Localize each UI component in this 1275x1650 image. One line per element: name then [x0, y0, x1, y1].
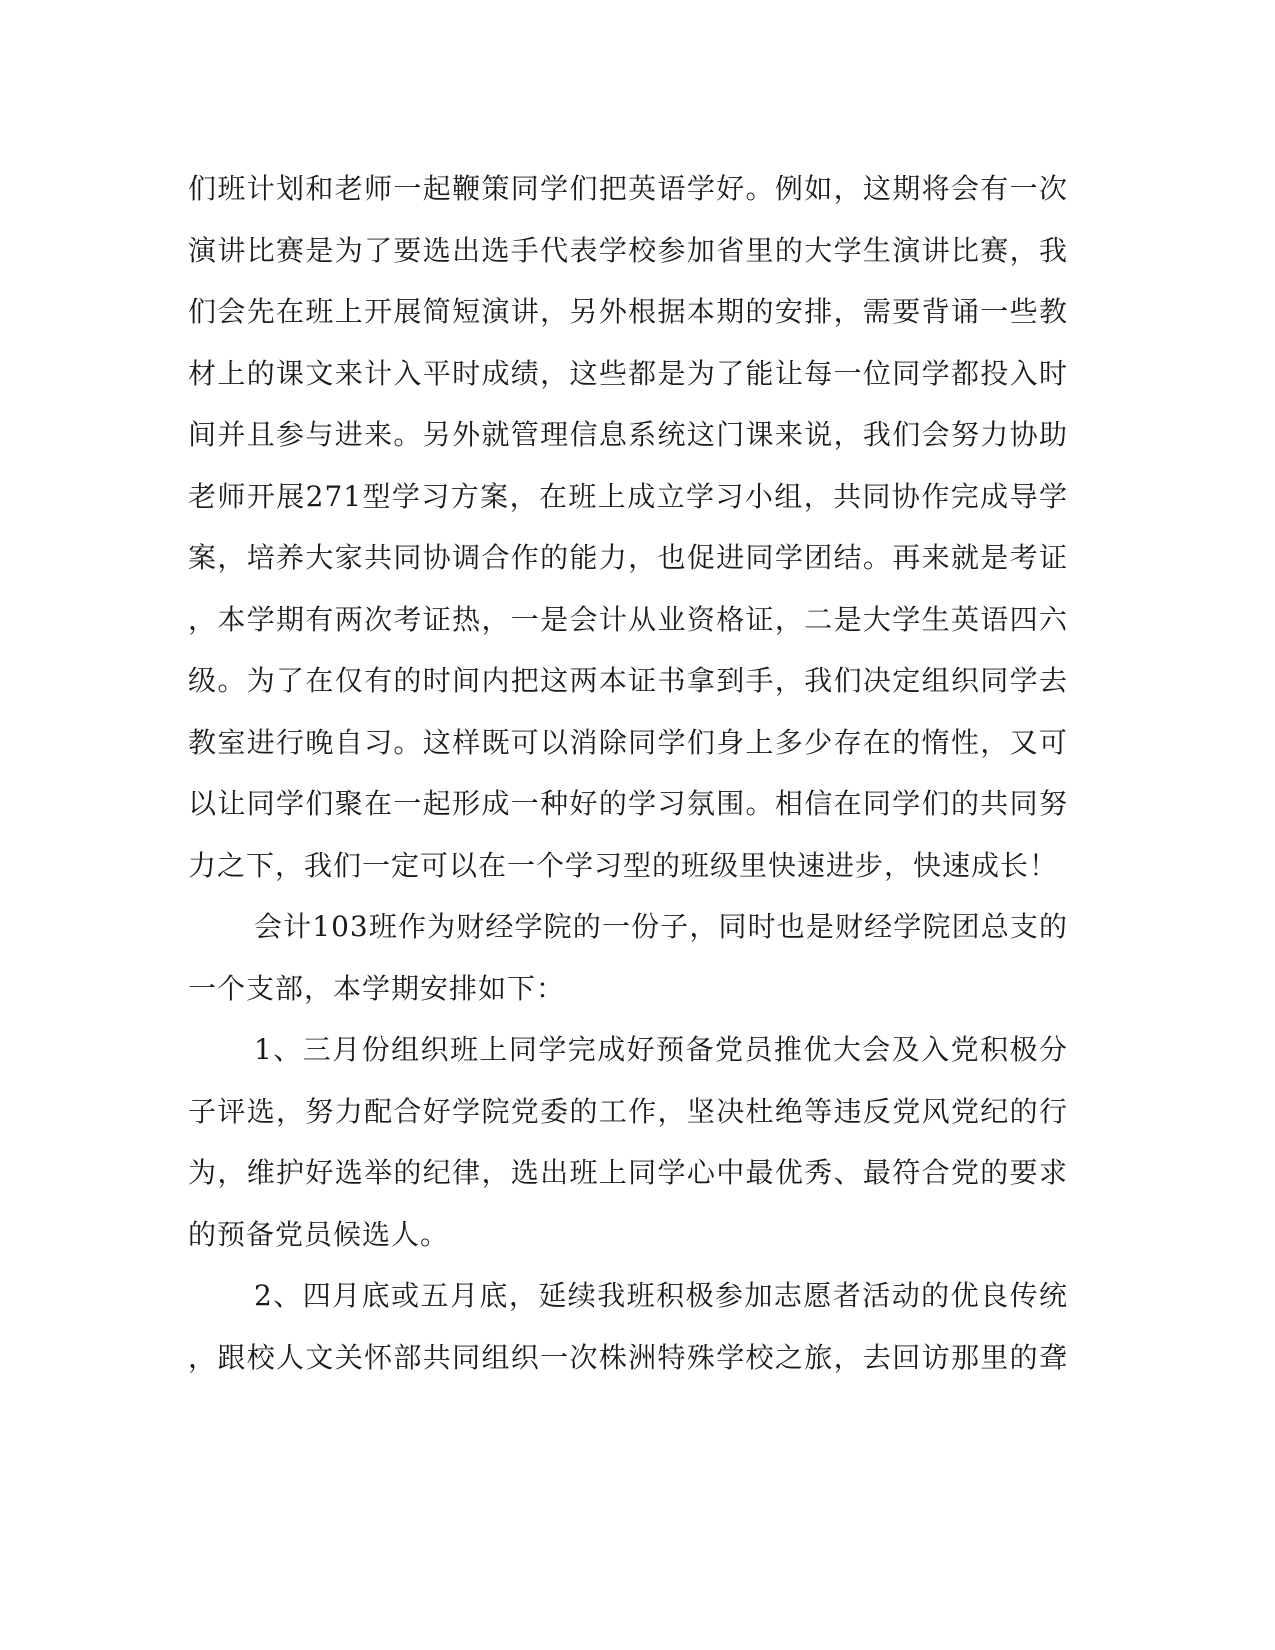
- text-line: 2、四月底或五月底，延续我班积极参加志愿者活动的优良传统: [254, 1279, 1068, 1312]
- text-line: 以让同学们聚在一起形成一种好的学习氛围。相信在同学们的共同努: [188, 787, 1068, 820]
- text-line: 间并且参与进来。另外就管理信息系统这门课来说，我们会努力协助: [188, 418, 1068, 451]
- text-line: 1、三月份组织班上同学完成好预备党员推优大会及入党积极分: [254, 1033, 1068, 1066]
- text-line: 材上的课文来计入平时成绩，这些都是为了能让每一位同学都投入时: [188, 356, 1068, 390]
- text-line: 为，维护好选举的纪律，选出班上同学心中最优秀、最符合党的要求: [188, 1156, 1068, 1189]
- text-line: 教室进行晚自习。这样既可以消除同学们身上多少存在的惰性，又可: [188, 725, 1068, 759]
- text-line: 会计103班作为财经学院的一份子，同时也是财经学院团总支的: [254, 910, 1068, 943]
- text-line: ，跟校人文关怀部共同组织一次株洲特殊学校之旅，去回访那里的聋: [188, 1340, 1068, 1374]
- text-line: ，本学期有两次考证热，一是会计从业资格证，二是大学生英语四六: [188, 602, 1068, 636]
- text-line: 力之下，我们一定可以在一个学习型的班级里快速进步，快速成长！: [188, 848, 1059, 882]
- text-line: 一个支部，本学期安排如下：: [188, 971, 566, 1005]
- text-line: 老师开展271型学习方案，在班上成立学习小组，共同协作完成导学: [188, 479, 1068, 513]
- text-line: 们会先在班上开展简短演讲，另外根据本期的安排，需要背诵一些教: [188, 295, 1068, 328]
- body-text: [188, 158, 1068, 1388]
- text-line: 案，培养大家共同协调合作的能力，也促进同学团结。再来就是考证: [188, 541, 1068, 574]
- text-line: 演讲比赛是为了要选出选手代表学校参加省里的大学生演讲比赛，我: [188, 233, 1068, 267]
- text-line: 级。为了在仅有的时间内把这两本证书拿到手，我们决定组织同学去: [188, 664, 1068, 697]
- text-line: 们班计划和老师一起鞭策同学们把英语学好。例如，这期将会有一次: [188, 172, 1068, 205]
- text-line: 子评选，努力配合好学院党委的工作，坚决杜绝等违反党风党纪的行: [188, 1094, 1068, 1128]
- text-line: 的预备党员候选人。: [188, 1217, 450, 1251]
